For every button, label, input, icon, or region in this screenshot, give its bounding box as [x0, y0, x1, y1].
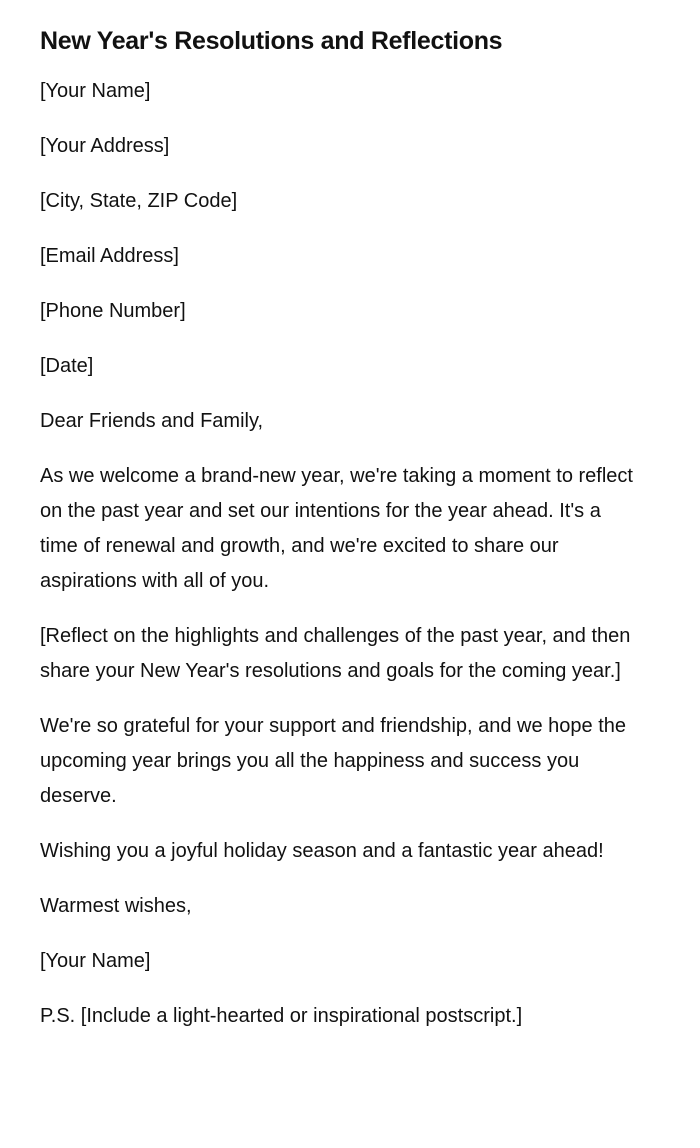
- sender-phone: [Phone Number]: [40, 300, 186, 322]
- signature: [Your Name]: [40, 950, 151, 972]
- document-title: New Year's Resolutions and Reflections: [40, 27, 503, 55]
- letter-document: [40, 24, 640, 1054]
- body-paragraph-2: [Reflect on the highlights and challenges of the past year, and then share your New Year's resolutions and goals for the coming year.]: [40, 625, 631, 682]
- salutation: Dear Friends and Family,: [40, 410, 264, 432]
- body-paragraph-4: Wishing you a joyful holiday season and a fantastic year ahead!: [40, 840, 604, 862]
- body-paragraph-1: As we welcome a brand-new year, we're taking a moment to reflect on the past year and set our intentions for the year ahead. It's a time of renewal and growth, and we're excited to share our aspirations with all of you.: [40, 465, 633, 592]
- sender-city-state-zip: [City, State, ZIP Code]: [40, 190, 238, 212]
- postscript: P.S. [Include a light-hearted or inspirational postscript.]: [40, 1005, 523, 1027]
- body-paragraph-3: We're so grateful for your support and friendship, and we hope the upcoming year brings you all the happiness and success you deserve.: [40, 715, 627, 807]
- sender-name: [Your Name]: [40, 80, 151, 102]
- letter-date: [Date]: [40, 355, 94, 377]
- closing: Warmest wishes,: [40, 895, 192, 917]
- sender-email: [Email Address]: [40, 245, 179, 267]
- sender-address: [Your Address]: [40, 135, 170, 157]
